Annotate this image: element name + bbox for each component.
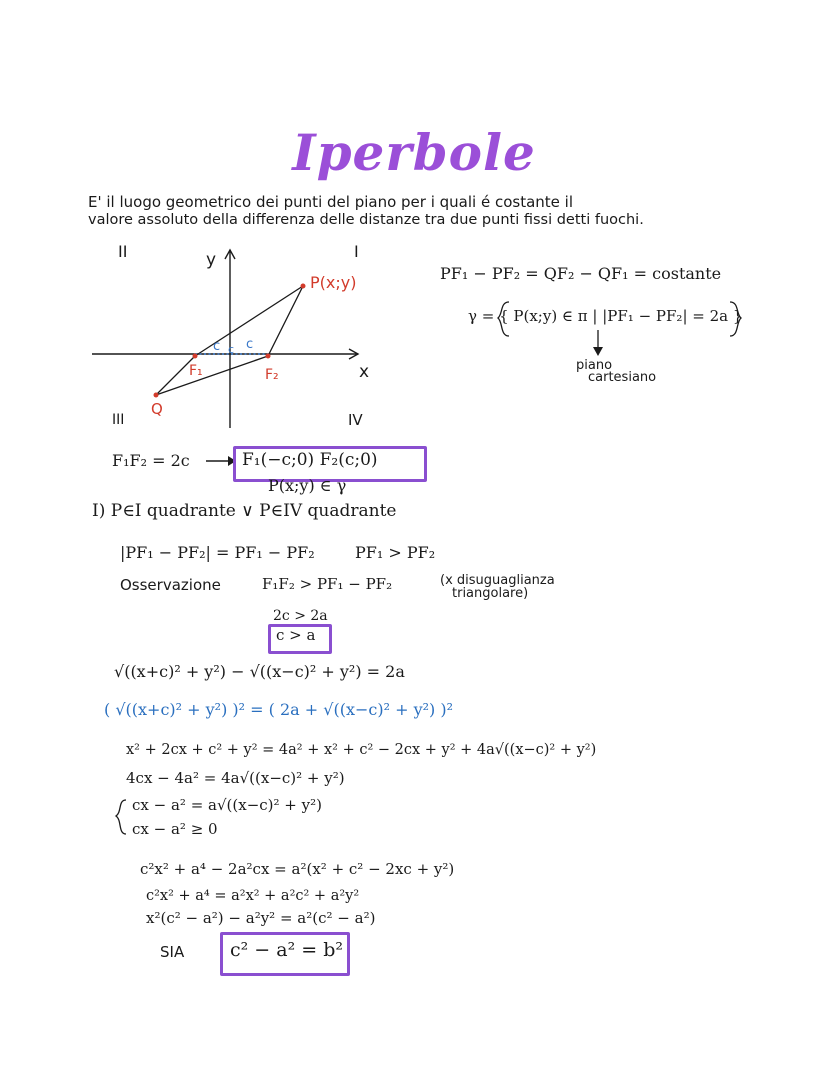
derivation-line-7: c²x² + a⁴ − 2a²cx = a²(x² + c² − 2xc + y²) — [140, 860, 455, 878]
x-axis-label: x — [359, 362, 370, 382]
c-label-left: c — [213, 339, 221, 354]
observation-note-2: triangolare) — [452, 586, 529, 601]
label-cartesiano: cartesiano — [588, 370, 657, 385]
system-brace — [116, 800, 126, 834]
observation-expr: F₁F₂ > PF₁ − PF₂ — [262, 575, 393, 593]
segment-PF2 — [268, 286, 303, 356]
p-in-gamma: P(x;y) ∈ γ — [268, 476, 347, 495]
point-P — [301, 284, 306, 289]
final-result: c² − a² = b² — [230, 939, 343, 961]
derivation-line-1: √((x+c)² + y²) − √((x−c)² + y²) = 2a — [114, 662, 405, 681]
intro-line-2: valore assoluto della differenza delle distanze tra due punti fissi detti fuochi. — [88, 212, 644, 228]
page-title: Iperbole — [292, 123, 536, 182]
intro-line-1: E' il luogo geometrico dei punti del piano per i quali é costante il — [88, 193, 573, 211]
derivation-line-5: cx − a² = a√((x−c)² + y²) — [132, 796, 322, 814]
quadrant-III-label: III — [112, 412, 125, 428]
c-gt-a-step: 2c > 2a — [273, 608, 328, 624]
focus-1-label: F₁ — [189, 363, 203, 379]
derivation-line-2: ( √((x+c)² + y²) )² = ( 2a + √((x−c)² + y²) )² — [104, 700, 454, 719]
point-F2 — [266, 354, 271, 359]
derivation-line-6: cx − a² ≥ 0 — [132, 820, 218, 838]
point-Q — [154, 393, 159, 398]
y-axis-label: y — [206, 250, 217, 270]
c-gt-a-result: c > a — [276, 626, 316, 644]
quadrant-IV-label: IV — [348, 411, 363, 429]
sia-label: SIA — [160, 943, 185, 961]
arrow-down-icon — [593, 347, 603, 356]
foci-distance: F₁F₂ = 2c — [112, 451, 190, 470]
focus-2-label: F₂ — [265, 367, 279, 383]
case-I-abs: |PF₁ − PF₂| = PF₁ − PF₂ — [120, 543, 315, 562]
foci-coords: F₁(−c;0) F₂(c;0) — [242, 450, 378, 470]
label-piano: piano — [576, 358, 613, 373]
observation-note-1: (x disuguaglianza — [440, 573, 555, 588]
derivation-line-8: c²x² + a⁴ = a²x² + a²c² + a²y² — [146, 888, 360, 904]
c-label-mid: c — [228, 343, 235, 356]
segment-QF2 — [156, 356, 268, 395]
case-I-heading: I) P∈I quadrante ∨ P∈IV quadrante — [92, 501, 397, 521]
point-P-label: P(x;y) — [310, 273, 357, 292]
quadrant-II-label: II — [118, 242, 128, 261]
point-Q-label: Q — [151, 400, 163, 418]
quadrant-I-label: I — [354, 242, 359, 261]
point-F1 — [193, 354, 198, 359]
definition-eq-2: γ = { P(x;y) ∈ π | |PF₁ − PF₂| = 2a } — [468, 307, 743, 325]
derivation-line-4: 4cx − 4a² = 4a√((x−c)² + y²) — [126, 769, 345, 787]
case-I-ineq: PF₁ > PF₂ — [355, 543, 436, 562]
derivation-line-9: x²(c² − a²) − a²y² = a²(c² − a²) — [146, 909, 376, 927]
derivation-line-3: x² + 2cx + c² + y² = 4a² + x² + c² − 2cx + y² + 4a√((x−c)² + y²) — [126, 742, 597, 758]
definition-eq-1: PF₁ − PF₂ = QF₂ − QF₁ = costante — [440, 264, 722, 283]
observation-label: Osservazione — [120, 576, 221, 594]
c-label-right: c — [246, 337, 254, 352]
